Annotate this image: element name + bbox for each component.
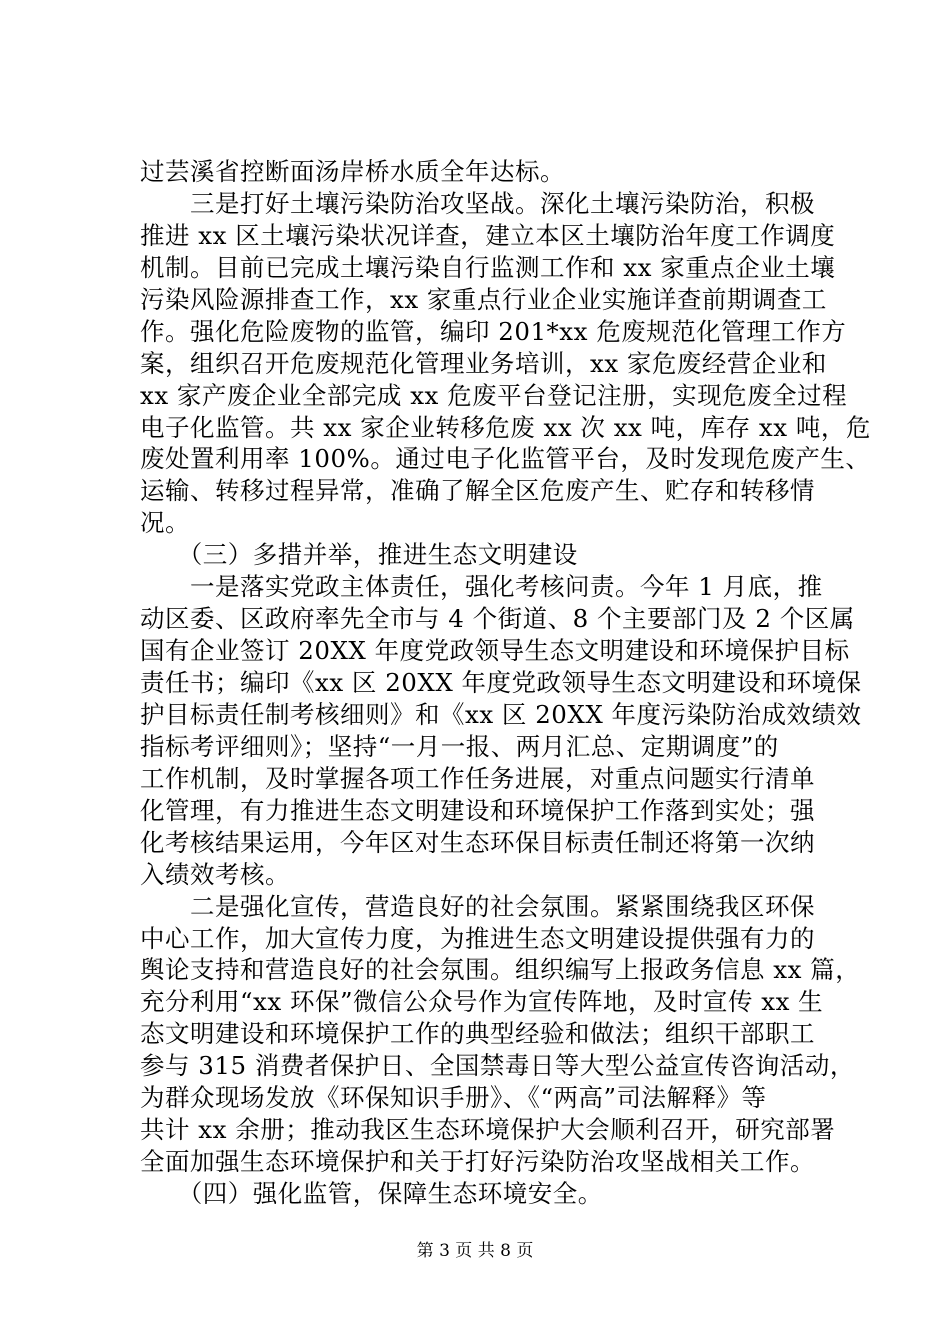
body-line: 作。强化危险废物的监管，编印 201*xx 危废规范化管理工作方 [140, 316, 847, 346]
body-line: 中心工作，加大宣传力度，为推进生态文明建设提供强有力的 [140, 923, 815, 953]
body-line: 入绩效考核。 [140, 859, 290, 889]
body-line: 过芸溪省控断面汤岸桥水质全年达标。 [140, 157, 565, 186]
body-line: 一是落实党政主体责任，强化考核问责。今年 1 月底，推 [140, 572, 823, 602]
body-line: 参与 315 消费者保护日、全国禁毒日等大型公益宣传咨询活动， [140, 1051, 855, 1081]
body-line: 机制。目前已完成土壤污染自行监测工作和 xx 家重点企业土壤 [140, 252, 836, 282]
body-line: 污染风险源排查工作，xx 家重点行业企业实施详查前期调查工 [140, 284, 827, 314]
body-line: 二是强化宣传，营造良好的社会氛围。紧紧围绕我区环保 [140, 891, 815, 921]
body-line: 电子化监管。共 xx 家企业转移危废 xx 次 xx 吨，库存 xx 吨，危 [140, 412, 871, 442]
body-line: 工作机制，及时掌握各项工作任务进展，对重点问题实行清单 [140, 763, 815, 793]
body-line: 充分利用“xx 环保”微信公众号作为宣传阵地，及时宣传 xx 生 [140, 987, 824, 1017]
body-line: 责任书；编印《xx 区 20XX 年度党政领导生态文明建设和环境保 [140, 668, 862, 697]
section-heading: （四）强化监管，保障生态环境安全。 [140, 1179, 603, 1208]
body-line: 舆论支持和营造良好的社会氛围。组织编写上报政务信息 xx 篇， [140, 955, 861, 985]
body-line: 共计 xx 余册；推动我区生态环境保护大会顺利召开，研究部署 [140, 1115, 836, 1145]
body-line: 三是打好土壤污染防治攻坚战。深化土壤污染防治，积极 [140, 188, 815, 218]
body-line: xx 家产废企业全部完成 xx 危废平台登记注册，实现危废全过程 [140, 380, 848, 410]
body-line: 运输、转移过程异常，准确了解全区危废产生、贮存和转移情 [140, 476, 815, 506]
body-line: 化考核结果运用，今年区对生态环保目标责任制还将第一次纳 [140, 827, 815, 857]
body-line: 况。 [140, 508, 190, 538]
body-line: 指标考评细则》；坚持“一月一报、两月汇总、定期调度”的 [140, 731, 779, 761]
body-line: 废处置利用率 100%。通过电子化监管平台，及时发现危废产生、 [140, 444, 871, 474]
body-line: 推进 xx 区土壤污染状况详查，建立本区土壤防治年度工作调度 [140, 220, 836, 250]
body-line: 案，组织召开危废规范化管理业务培训，xx 家危废经营企业和 [140, 348, 827, 378]
body-line: 态文明建设和环境保护工作的典型经验和做法；组织干部职工 [140, 1019, 815, 1049]
body-line: 为群众现场发放《环保知识手册》、《“两高”司法解释》等 [140, 1083, 767, 1113]
section-heading: （三）多措并举，推进生态文明建设 [140, 540, 578, 570]
body-line: 全面加强生态环境保护和关于打好污染防治攻坚战相关工作。 [140, 1147, 815, 1177]
page-footer: 第 3 页 共 8 页 [416, 1241, 534, 1261]
body-line: 化管理，有力推进生态文明建设和环境保护工作落到实处；强 [140, 795, 815, 825]
body-line: 国有企业签订 20XX 年度党政领导生态文明建设和环境保护目标 [140, 636, 850, 666]
body-line: 动区委、区政府率先全市与 4 个街道、8 个主要部门及 2 个区属 [140, 604, 855, 634]
body-line: 护目标责任制考核细则》和《xx 区 20XX 年度污染防治成效绩效 [140, 699, 862, 729]
